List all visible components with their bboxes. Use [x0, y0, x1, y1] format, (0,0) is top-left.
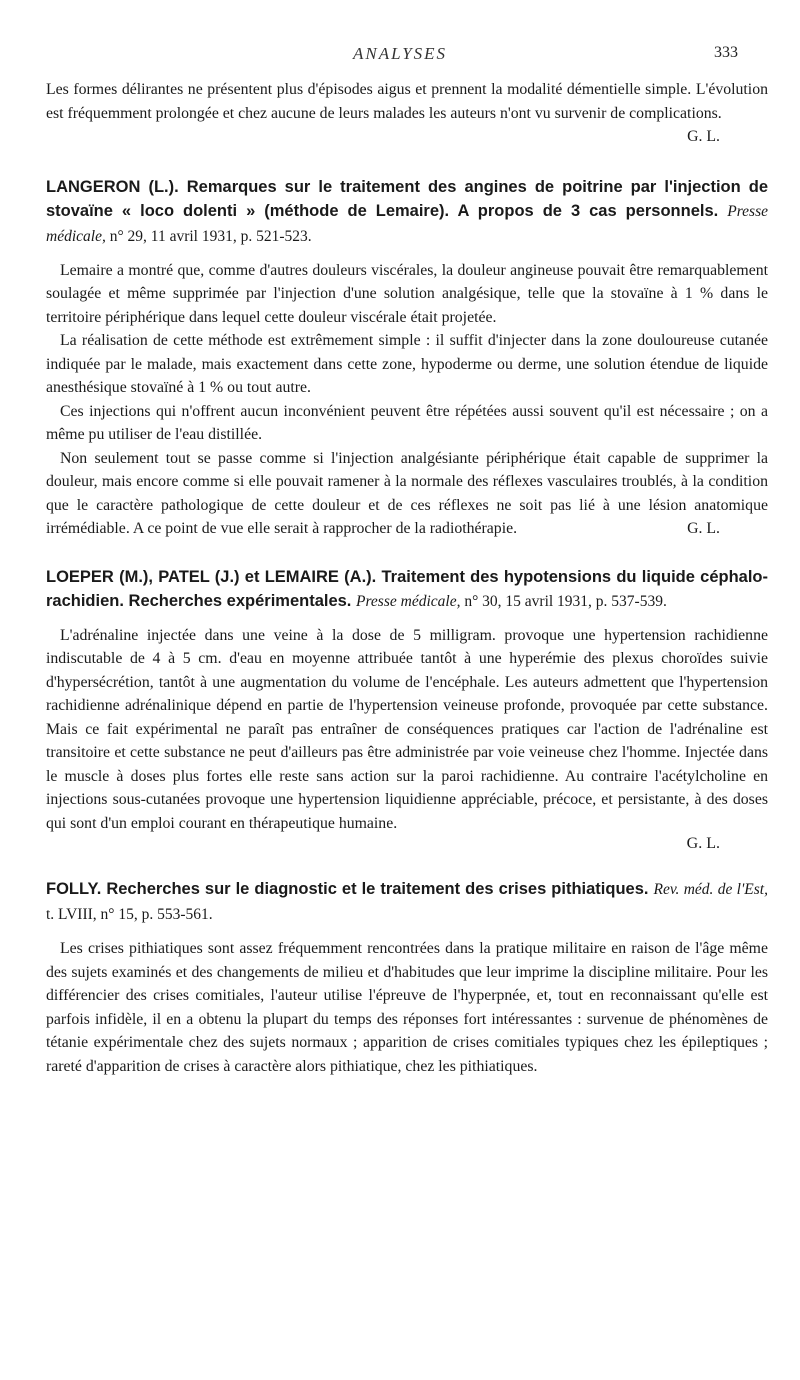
article-paragraph: L'adrénaline injectée dans une veine à la dose de 5 milligram. provoque une hypertension rachidienne indiscutable de 4 à 5 cm. d'eau en moyenne attribuée tantôt à une hyperémie des plexus choroïdes suivie d'hypersécrétion, tantôt à une augmentation du volume de l'encéphale. Les auteurs admettent que l'hypertension rachidienne adrénalinique dépend en partie de l'hypertension veineuse profonde, provoquée par cette substance. Mais ce fait expérimental ne paraît pas entraîner de conséquences pratiques car l'action de l'adrénaline est transitoire et cette substance ne peut d'ailleurs pas être administrée par voie veineuse chez l'homme. Injectée dans le muscle à doses plus fortes elle reste sans action sur la paroi rachidienne. Au contraire l'acétylcholine en injections sous-cutanées provoque une hypertension liquidienne appréciable, précoce, et persistante, à des doses qui sont d'un emploi courant en thérapeutique humaine.: [46, 626, 768, 832]
article-paragraph: La réalisation de cette méthode est extrêmement simple : il suffit d'injecter dans la zone douloureuse cutanée indiquée par le malade, mais exactement dans cette zone, hypoderme ou derme, une solution étendue de liquide anesthésique stovaïné à 1 % ou tout autre.: [46, 332, 768, 396]
page-number: 333: [714, 44, 738, 61]
signature: G. L.: [686, 835, 720, 852]
article-folly: [46, 877, 768, 1078]
article-reference: n° 30, 15 avril 1931, p. 537-539.: [464, 592, 667, 610]
article-heading: [46, 877, 768, 927]
article-authors: FOLLY.: [46, 880, 102, 898]
article-journal: Presse médicale,: [46, 202, 768, 245]
article-authors: LANGERON (L.).: [46, 177, 179, 196]
continuation-paragraph: [46, 78, 768, 145]
article-title: Remarques sur le traitement des angines de poitrine par l'injection de stovaïne « loco dolenti » (méthode de Lemaire). A propos de 3 cas personnels.: [46, 177, 768, 220]
article-heading: [46, 565, 768, 614]
article-paragraph: Lemaire a montré que, comme d'autres douleurs viscérales, la douleur angineuse pouvait être remarquablement soulagée et même supprimée par l'injection d'une solution analgésique, telle que la stovaïne à 1 % dans le territoire périphérique dans lequel cette douleur viscérale était projetée.: [46, 261, 768, 326]
article-journal: Rev. méd. de l'Est,: [653, 881, 768, 898]
article-authors: LOEPER (M.), PATEL (J.) et LEMAIRE (A.).: [46, 567, 377, 586]
running-title: ANALYSES: [352, 44, 448, 63]
article-journal: Presse médicale,: [356, 592, 461, 610]
page-content: [46, 78, 768, 1078]
article-paragraph: Les crises pithiatiques sont assez fréquemment rencontrées dans la pratique militaire en raison de l'âge même des sujets examinés et des changements de milieu et d'habitudes que leur imprime la discipline militaire. Pour les différencier des crises comitiales, l'auteur utilise l'épreuve de l'hyperpnée, et, tout en reconnaissant qu'elle est parfois infidèle, il en a obtenu la plupart du temps des réponses fort intéressantes : survenue de phénomènes de tétanie expérimentale chez des sujets normaux ; apparition de crises comitiales typiques chez les épileptiques ; rareté d'apparition de crises à caractère alors pithiatique, chez les pithiatiques.: [46, 940, 768, 1075]
signature: G. L.: [687, 520, 720, 537]
article-heading: [46, 175, 768, 249]
article-reference: t. LVIII, n° 15, p. 553-561.: [46, 906, 213, 923]
article-paragraph-text: Non seulement tout se passe comme si l'injection analgésiante périphérique était capable de supprimer la douleur, mais encore comme si elle pouvait ramener à la normale des réflexes vasculaires troublés, à la condition que le caractère pathologique de cette douleur et de ces réflexes ne soit pas lié à une lésion anatomique irrémédiable. A ce point de vue elle serait à rapprocher de la radiothérapie.: [46, 449, 768, 537]
article-reference: n° 29, 11 avril 1931, p. 521-523.: [109, 227, 312, 245]
article-paragraph: Ces injections qui n'offrent aucun inconvénient peuvent être répétées aussi souvent qu'il est nécessaire ; on a même pu utiliser de l'eau distillée.: [46, 402, 768, 443]
signature: G. L.: [687, 128, 720, 145]
article-loeper: [46, 565, 768, 854]
article-paragraph: [46, 447, 768, 541]
article-langeron: [46, 175, 768, 541]
article-title: Recherches sur le diagnostic et le traitement des crises pithiatiques.: [106, 880, 649, 898]
article-title: Traitement des hypotensions du liquide céphalo-rachidien. Recherches expérimentales.: [46, 567, 768, 610]
continuation-text: Les formes délirantes ne présentent plus d'épisodes aigus et prennent la modalité démentielle simple. L'évolution est fréquemment prolongée et chez aucune de leurs malades les auteurs n'ont vu survenir de complications.: [46, 81, 768, 122]
